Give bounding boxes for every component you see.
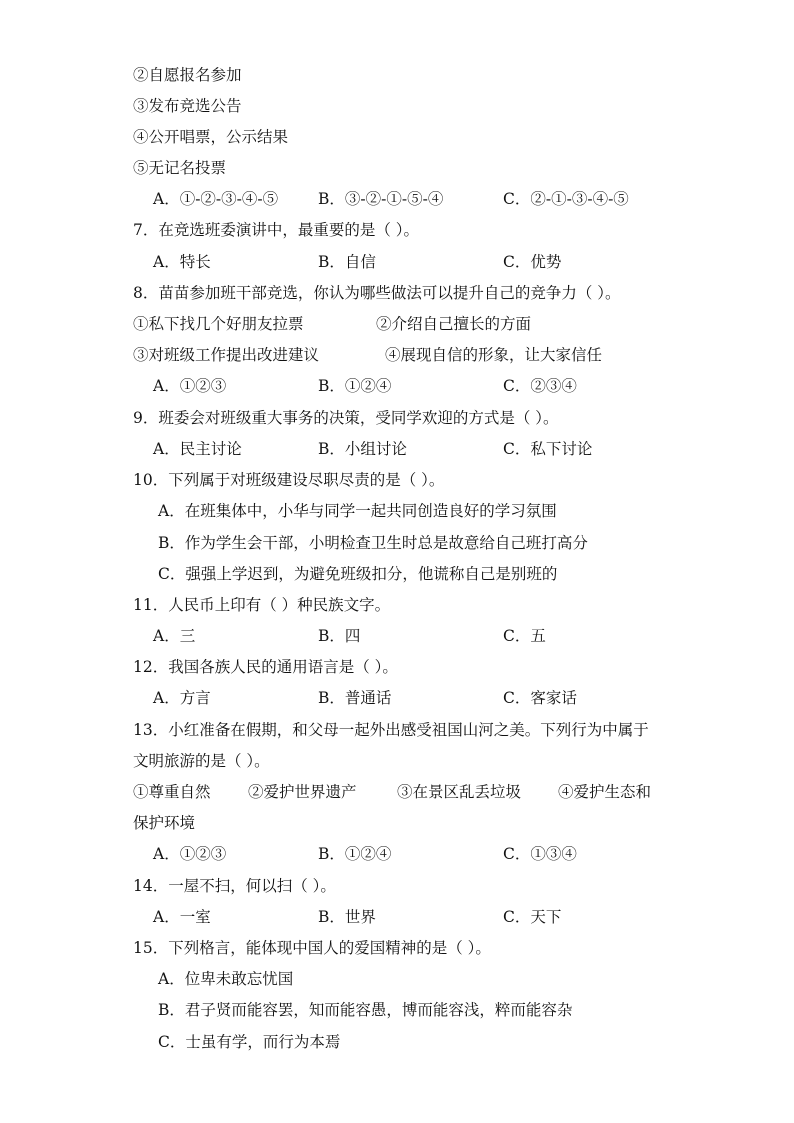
q8-item-1: ①私下找几个好朋友拉票	[133, 315, 304, 333]
q13-item-1: ①尊重自然	[133, 783, 211, 801]
q11-options	[0, 621, 794, 652]
q8-items-row1	[0, 309, 794, 340]
q13-option-a: A．①②③	[153, 845, 227, 863]
q14-option-c: C．天下	[503, 908, 562, 926]
q13-stem-line2: 文明旅游的是（ ）。	[133, 752, 270, 770]
q6-item-4: ④公开唱票，公示结果	[133, 128, 289, 146]
q14-stem: 14．一屋不扫，何以扫（ ）。	[133, 877, 336, 895]
q7-option-b: B．自信	[318, 253, 376, 271]
q13-item-2: ②爱护世界遗产	[248, 783, 357, 801]
q14-option-a: A．一室	[153, 908, 211, 926]
q6-item-2: ②自愿报名参加	[133, 66, 242, 84]
q9-option-a: A．民主讨论	[153, 440, 242, 458]
q13-item-4-continued: 保护环境	[133, 814, 196, 832]
q14-options	[0, 902, 794, 933]
q6-option-b: B．③-②-①-⑤-④	[318, 190, 444, 208]
q12-options	[0, 683, 794, 714]
q8-option-a: A．①②③	[153, 377, 227, 395]
q11-stem: 11．人民币上印有（ ）种民族文字。	[133, 596, 391, 614]
q13-stem-line1: 13．小红准备在假期，和父母一起外出感受祖国山河之美。下列行为中属于	[133, 721, 649, 739]
q6-option-a: A．①-②-③-④-⑤	[153, 190, 279, 208]
q8-stem: 8．苗苗参加班干部竞选，你认为哪些做法可以提升自己的竞争力（ ）。	[133, 284, 621, 302]
q13-item-4: ④爱护生态和	[558, 783, 652, 801]
q6-item-3: ③发布竞选公告	[133, 97, 242, 115]
q8-item-2: ②介绍自己擅长的方面	[376, 315, 532, 333]
q8-item-4: ④展现自信的形象，让大家信任	[385, 346, 603, 364]
q15-stem: 15．下列格言，能体现中国人的爱国精神的是（ ）。	[133, 939, 491, 957]
q8-option-c: C．②③④	[503, 377, 577, 395]
q11-option-c: C．五	[503, 627, 546, 645]
q10-option-b: B．作为学生会干部，小明检查卫生时总是故意给自己班打高分	[158, 534, 588, 552]
q13-option-c: C．①③④	[503, 845, 577, 863]
q9-options	[0, 434, 794, 465]
q7-options	[0, 247, 794, 278]
q13-items	[0, 777, 794, 808]
q12-option-c: C．客家话	[503, 689, 577, 707]
q8-item-3: ③对班级工作提出改进建议	[133, 346, 320, 364]
q7-stem: 7．在竞选班委演讲中，最重要的是（ ）。	[133, 221, 420, 239]
q12-option-a: A．方言	[153, 689, 211, 707]
q15-option-b: B．君子贤而能容罢，知而能容愚，博而能容浅，粹而能容杂	[158, 1001, 573, 1019]
q9-stem: 9．班委会对班级重大事务的决策，受同学欢迎的方式是（ ）。	[133, 409, 559, 427]
q15-option-a: A．位卑未敢忘忧国	[158, 970, 294, 988]
q7-option-a: A．特长	[153, 253, 211, 271]
q10-option-a: A．在班集体中，小华与同学一起共同创造良好的学习氛围	[158, 502, 557, 520]
q7-option-c: C．优势	[503, 253, 562, 271]
q12-option-b: B．普通话	[318, 689, 392, 707]
q11-option-b: B．四	[318, 627, 361, 645]
q8-option-b: B．①②④	[318, 377, 392, 395]
q6-options	[0, 184, 794, 215]
q13-option-b: B．①②④	[318, 845, 392, 863]
q9-option-c: C．私下讨论	[503, 440, 593, 458]
q8-options	[0, 371, 794, 402]
q9-option-b: B．小组讨论	[318, 440, 407, 458]
q13-options	[0, 839, 794, 870]
q11-option-a: A．三	[153, 627, 196, 645]
q14-option-b: B．世界	[318, 908, 376, 926]
q12-stem: 12．我国各族人民的通用语言是（ ）。	[133, 658, 398, 676]
q10-option-c: C．强强上学迟到，为避免班级扣分，他谎称自己是别班的	[158, 565, 558, 583]
q6-option-c: C．②-①-③-④-⑤	[503, 190, 629, 208]
q6-item-5: ⑤无记名投票	[133, 159, 227, 177]
q8-items-row2	[0, 340, 794, 371]
q15-option-c: C．士虽有学，而行为本焉	[158, 1033, 341, 1051]
q10-stem: 10．下列属于对班级建设尽职尽责的是（ ）。	[133, 471, 445, 489]
q13-item-3: ③在景区乱丢垃圾	[397, 783, 522, 801]
